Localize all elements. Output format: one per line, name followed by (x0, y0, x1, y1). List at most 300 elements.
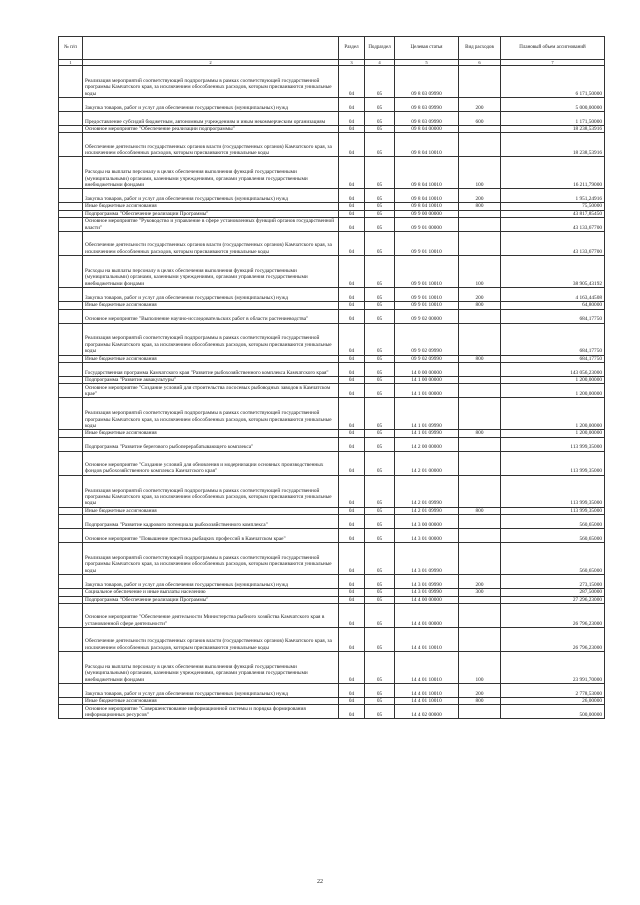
row-razdel-cell: 04 (339, 430, 365, 437)
row-sum-cell: 26 796,23000 (501, 628, 605, 652)
row-number-cell (59, 398, 83, 430)
row-expense-type-cell: 600 (459, 112, 501, 126)
row-sum-cell: 560,65000 (501, 543, 605, 575)
row-name-cell: Закупка товаров, работ и услуг для обеспечения государственных (муниципальных) нужд (83, 684, 339, 698)
row-sum-cell: 2 778,53000 (501, 684, 605, 698)
table-row (59, 596, 605, 603)
row-expense-type-cell: 800 (459, 430, 501, 437)
row-number-cell (59, 133, 83, 157)
row-name-cell: Расходы на выплаты персоналу в целях обеспечения выполнения функций государственными (муниципальными) органами, казенными учреждениями, органами управления государственными внебюджетными фондами (83, 652, 339, 684)
row-podrazdel-cell: 05 (365, 363, 395, 377)
row-razdel-cell: 04 (339, 451, 365, 475)
row-number-cell (59, 596, 83, 603)
row-sum-cell: 684,17750 (501, 355, 605, 362)
row-razdel-cell: 04 (339, 652, 365, 684)
row-name-cell: Государственная программа Камчатского края "Развитие рыбохозяйственного комплекса Камчатского края" (83, 363, 339, 377)
row-number-cell (59, 288, 83, 302)
row-podrazdel-cell: 05 (365, 684, 395, 698)
row-sum-cell: 560,65000 (501, 529, 605, 543)
row-name-cell: Основное мероприятие "Повышение престижа рыбацких профессий в Камчатском крае" (83, 529, 339, 543)
row-razdel-cell: 04 (339, 218, 365, 232)
row-podrazdel-cell: 05 (365, 543, 395, 575)
row-name-cell: Иные бюджетные ассигнования (83, 698, 339, 705)
row-sum-cell: 38 905,43192 (501, 256, 605, 288)
row-name-cell: Основное мероприятие "Создание условий для строительства лососевых рыбоводных заводов в Камчатском крае" (83, 384, 339, 398)
row-target-article-cell: 09 9 01 10010 (395, 288, 459, 302)
row-name-cell: Подпрограмма "Развитие берегового рыбоперерабатывающего комплекса" (83, 437, 339, 451)
table-row (59, 189, 605, 203)
row-sum-cell: 1 951,24916 (501, 189, 605, 203)
row-target-article-cell: 09 8 04 10010 (395, 203, 459, 210)
table-row (59, 398, 605, 430)
row-razdel-cell: 04 (339, 157, 365, 189)
row-name-cell: Закупка товаров, работ и услуг для обеспечения государственных (муниципальных) нужд (83, 288, 339, 302)
table-row (59, 437, 605, 451)
row-sum-cell: 273,15000 (501, 575, 605, 589)
row-podrazdel-cell: 05 (365, 189, 395, 203)
row-expense-type-cell (459, 218, 501, 232)
row-target-article-cell: 09 8 04 10010 (395, 133, 459, 157)
row-podrazdel-cell: 05 (365, 288, 395, 302)
row-number-cell (59, 475, 83, 507)
row-razdel-cell: 04 (339, 203, 365, 210)
row-target-article-cell: 09 8 04 10010 (395, 189, 459, 203)
row-podrazdel-cell: 05 (365, 596, 395, 603)
row-razdel-cell: 04 (339, 302, 365, 309)
row-number-cell (59, 157, 83, 189)
row-number-cell (59, 604, 83, 628)
row-razdel-cell: 04 (339, 475, 365, 507)
row-podrazdel-cell: 05 (365, 604, 395, 628)
row-number-cell (59, 575, 83, 589)
row-razdel-cell: 04 (339, 232, 365, 256)
row-razdel-cell: 04 (339, 543, 365, 575)
row-number-cell (59, 256, 83, 288)
header-target-article: Целевая статья (395, 37, 459, 60)
row-target-article-cell: 14 3 01 09990 (395, 543, 459, 575)
row-name-cell: Закупка товаров, работ и услуг для обеспечения государственных (муниципальных) нужд (83, 189, 339, 203)
row-sum-cell: 43 133,67700 (501, 232, 605, 256)
table-row (59, 377, 605, 384)
table-row (59, 133, 605, 157)
row-name-cell: Расходы на выплаты персоналу в целях обеспечения выполнения функций государственными (муниципальными) органами, казенными учреждениями, органами управления государственными внебюджетными фондами (83, 157, 339, 189)
row-target-article-cell: 14 3 01 09990 (395, 589, 459, 596)
row-razdel-cell: 04 (339, 377, 365, 384)
row-sum-cell: 113 999,35000 (501, 437, 605, 451)
row-razdel-cell: 04 (339, 507, 365, 514)
row-number-cell (59, 232, 83, 256)
row-podrazdel-cell: 05 (365, 515, 395, 529)
table-row (59, 112, 605, 126)
row-sum-cell: 27 296,23000 (501, 596, 605, 603)
row-target-article-cell: 14 4 01 10010 (395, 628, 459, 652)
row-name-cell: Социальное обеспечение и иные выплаты населению (83, 589, 339, 596)
row-expense-type-cell (459, 604, 501, 628)
table-row (59, 256, 605, 288)
row-podrazdel-cell: 05 (365, 529, 395, 543)
row-razdel-cell: 04 (339, 309, 365, 323)
row-number-cell (59, 507, 83, 514)
column-number: 3 (339, 60, 365, 66)
table-row (59, 157, 605, 189)
row-expense-type-cell (459, 398, 501, 430)
row-razdel-cell: 04 (339, 515, 365, 529)
row-number-cell (59, 437, 83, 451)
row-expense-type-cell: 300 (459, 589, 501, 596)
row-target-article-cell: 14 2 01 09990 (395, 507, 459, 514)
row-sum-cell: 4 163,44508 (501, 288, 605, 302)
row-number-cell (59, 698, 83, 705)
row-podrazdel-cell: 05 (365, 698, 395, 705)
row-target-article-cell: 14 1 01 00000 (395, 384, 459, 398)
row-target-article-cell: 09 9 01 00000 (395, 218, 459, 232)
row-sum-cell: 64,80000 (501, 302, 605, 309)
header-razdel: Раздел (339, 37, 365, 60)
row-razdel-cell: 04 (339, 126, 365, 133)
row-expense-type-cell (459, 323, 501, 355)
row-razdel-cell: 04 (339, 256, 365, 288)
row-number-cell (59, 430, 83, 437)
row-razdel-cell: 04 (339, 66, 365, 98)
row-sum-cell: 43 133,67700 (501, 218, 605, 232)
row-target-article-cell: 14 2 01 00000 (395, 451, 459, 475)
row-expense-type-cell: 200 (459, 98, 501, 112)
row-expense-type-cell (459, 126, 501, 133)
row-razdel-cell: 04 (339, 698, 365, 705)
row-number-cell (59, 302, 83, 309)
row-name-cell: Основное мероприятие "Обеспечение деятельности Министерства рыбного хозяйства Камчатского края в установленной сфере деятельности" (83, 604, 339, 628)
row-podrazdel-cell: 05 (365, 437, 395, 451)
row-name-cell: Подпрограмма "Развитие аквакультуры" (83, 377, 339, 384)
row-sum-cell: 1 200,00000 (501, 398, 605, 430)
row-sum-cell: 18 238,53916 (501, 133, 605, 157)
row-sum-cell: 500,00000 (501, 705, 605, 719)
row-target-article-cell: 14 4 00 00000 (395, 596, 459, 603)
row-sum-cell: 143 056,23000 (501, 363, 605, 377)
table-row (59, 232, 605, 256)
row-podrazdel-cell: 05 (365, 98, 395, 112)
row-expense-type-cell (459, 309, 501, 323)
row-podrazdel-cell: 05 (365, 398, 395, 430)
row-razdel-cell: 04 (339, 437, 365, 451)
row-podrazdel-cell: 05 (365, 218, 395, 232)
table-row (59, 430, 605, 437)
row-sum-cell: 26 796,23000 (501, 604, 605, 628)
row-number-cell (59, 515, 83, 529)
header-name (83, 37, 339, 60)
row-target-article-cell: 09 9 01 10010 (395, 302, 459, 309)
row-expense-type-cell (459, 437, 501, 451)
row-target-article-cell: 09 9 01 10010 (395, 232, 459, 256)
table-row (59, 684, 605, 698)
row-target-article-cell: 14 0 00 00000 (395, 363, 459, 377)
row-target-article-cell: 14 3 01 09990 (395, 575, 459, 589)
row-name-cell: Реализация мероприятий соответствующей подпрограммы в рамках соответствующей государственной программы Камчатского края, за исключением обособленных расходов, которым присваиваются уникальные коды (83, 323, 339, 355)
row-number-cell (59, 355, 83, 362)
row-expense-type-cell: 200 (459, 288, 501, 302)
row-name-cell: Обеспечение деятельности государственных органов власти (государственных органов) Камчатского края, за исключением обособленных расходов, которым присваиваются уникальные коды (83, 628, 339, 652)
table-row (59, 384, 605, 398)
row-sum-cell: 684,17750 (501, 309, 605, 323)
row-expense-type-cell (459, 543, 501, 575)
row-expense-type-cell: 100 (459, 256, 501, 288)
row-sum-cell: 26,00000 (501, 698, 605, 705)
row-number-cell (59, 377, 83, 384)
row-target-article-cell: 09 9 01 10010 (395, 256, 459, 288)
row-expense-type-cell: 200 (459, 189, 501, 203)
row-sum-cell: 16 211,79000 (501, 157, 605, 189)
row-podrazdel-cell: 05 (365, 232, 395, 256)
row-name-cell: Подпрограмма "Обеспечение реализации Программы" (83, 596, 339, 603)
row-razdel-cell: 04 (339, 133, 365, 157)
row-podrazdel-cell: 05 (365, 384, 395, 398)
row-target-article-cell: 14 1 00 00000 (395, 377, 459, 384)
row-expense-type-cell: 800 (459, 507, 501, 514)
row-name-cell: Обеспечение деятельности государственных органов власти (государственных органов) Камчатского края, за исключением обособленных расходов, которым присваиваются уникальные коды (83, 232, 339, 256)
row-sum-cell: 75,50000 (501, 203, 605, 210)
row-expense-type-cell: 800 (459, 302, 501, 309)
header-expense-type: Вид расходов (459, 37, 501, 60)
row-target-article-cell: 09 8 03 09990 (395, 66, 459, 98)
row-number-cell (59, 451, 83, 475)
row-podrazdel-cell: 05 (365, 475, 395, 507)
row-number-cell (59, 189, 83, 203)
row-razdel-cell: 04 (339, 604, 365, 628)
row-number-cell (59, 210, 83, 217)
row-name-cell: Основное мероприятие "Выполнение научно-исследовательских работ в области растениеводства" (83, 309, 339, 323)
row-target-article-cell: 09 8 03 09990 (395, 112, 459, 126)
header-number: № п/п (59, 37, 83, 60)
row-sum-cell: 23 991,70000 (501, 652, 605, 684)
column-number: 2 (83, 60, 339, 66)
row-number-cell (59, 543, 83, 575)
row-number-cell (59, 98, 83, 112)
row-expense-type-cell (459, 515, 501, 529)
row-razdel-cell: 04 (339, 529, 365, 543)
row-sum-cell: 6 171,50000 (501, 66, 605, 98)
column-number: 5 (395, 60, 459, 66)
row-target-article-cell: 14 4 01 10010 (395, 684, 459, 698)
row-name-cell: Иные бюджетные ассигнования (83, 507, 339, 514)
table-row (59, 451, 605, 475)
column-number: 4 (365, 60, 395, 66)
row-name-cell: Основное мероприятие "Создание условий для обновления и модернизации основных производственных фондов рыбохозяйственного комплекса Камчатского края" (83, 451, 339, 475)
row-razdel-cell: 04 (339, 684, 365, 698)
row-expense-type-cell: 100 (459, 652, 501, 684)
row-expense-type-cell (459, 66, 501, 98)
row-podrazdel-cell: 05 (365, 323, 395, 355)
row-name-cell: Основное мероприятие "Руководство и управление в сфере установленных функций органов государственной власти" (83, 218, 339, 232)
row-razdel-cell: 04 (339, 705, 365, 719)
row-podrazdel-cell: 05 (365, 507, 395, 514)
table-row (59, 628, 605, 652)
row-sum-cell: 287,50000 (501, 589, 605, 596)
row-expense-type-cell (459, 475, 501, 507)
row-sum-cell: 113 999,35000 (501, 507, 605, 514)
row-target-article-cell: 14 4 01 10010 (395, 698, 459, 705)
table-row (59, 126, 605, 133)
row-name-cell: Основное мероприятие "Обеспечение реализации подпрограммы" (83, 126, 339, 133)
table-row (59, 529, 605, 543)
row-podrazdel-cell: 05 (365, 377, 395, 384)
row-number-cell (59, 126, 83, 133)
row-number-cell (59, 705, 83, 719)
budget-table (58, 36, 605, 719)
column-number: 6 (459, 60, 501, 66)
table-row (59, 66, 605, 98)
row-target-article-cell: 14 4 01 00000 (395, 604, 459, 628)
row-podrazdel-cell: 05 (365, 309, 395, 323)
row-sum-cell: 113 999,35000 (501, 451, 605, 475)
row-sum-cell: 43 817,85450 (501, 210, 605, 217)
table-row (59, 323, 605, 355)
row-number-cell (59, 203, 83, 210)
table-row (59, 98, 605, 112)
row-number-cell (59, 628, 83, 652)
row-expense-type-cell (459, 529, 501, 543)
row-name-cell: Закупка товаров, работ и услуг для обеспечения государственных (муниципальных) нужд (83, 575, 339, 589)
row-name-cell: Реализация мероприятий соответствующей подпрограммы в рамках соответствующей государственной программы Камчатского края, за исключением обособленных расходов, которым присваиваются уникальные коды (83, 543, 339, 575)
table-body (59, 66, 605, 719)
row-podrazdel-cell: 05 (365, 126, 395, 133)
table-row (59, 698, 605, 705)
row-expense-type-cell (459, 377, 501, 384)
table-header-row (59, 37, 605, 60)
table-row (59, 705, 605, 719)
row-razdel-cell: 04 (339, 398, 365, 430)
row-expense-type-cell (459, 451, 501, 475)
row-podrazdel-cell: 05 (365, 575, 395, 589)
row-podrazdel-cell: 05 (365, 157, 395, 189)
row-expense-type-cell: 200 (459, 575, 501, 589)
row-target-article-cell: 14 1 01 09990 (395, 430, 459, 437)
row-target-article-cell: 14 2 01 09990 (395, 475, 459, 507)
table-row (59, 543, 605, 575)
row-podrazdel-cell: 05 (365, 652, 395, 684)
row-name-cell: Реализация мероприятий соответствующей подпрограммы в рамках соответствующей государственной программы Камчатского края, за исключением обособленных расходов, которым присваиваются уникальные коды (83, 475, 339, 507)
row-number-cell (59, 589, 83, 596)
row-razdel-cell: 04 (339, 98, 365, 112)
row-name-cell: Подпрограмма "Развитие кадрового потенциала рыбохозяйственного комплекса" (83, 515, 339, 529)
table-row (59, 355, 605, 362)
row-expense-type-cell: 100 (459, 157, 501, 189)
column-number: 1 (59, 60, 83, 66)
row-target-article-cell: 09 9 02 09990 (395, 355, 459, 362)
row-expense-type-cell: 800 (459, 355, 501, 362)
table-row (59, 507, 605, 514)
row-razdel-cell: 04 (339, 589, 365, 596)
row-target-article-cell: 14 2 00 00000 (395, 437, 459, 451)
row-name-cell: Закупка товаров, работ и услуг для обеспечения государственных (муниципальных) нужд (83, 98, 339, 112)
row-name-cell: Иные бюджетные ассигнования (83, 302, 339, 309)
row-razdel-cell: 04 (339, 210, 365, 217)
row-target-article-cell: 14 4 01 10010 (395, 652, 459, 684)
row-expense-type-cell: 800 (459, 698, 501, 705)
row-name-cell: Реализация мероприятий соответствующей подпрограммы в рамках соответствующей государственной программы Камчатского края, за исключением обособленных расходов, которым присваиваются уникальные коды (83, 66, 339, 98)
row-name-cell: Реализация мероприятий соответствующей подпрограммы в рамках соответствующей государственной программы Камчатского края, за исключением обособленных расходов, которым присваиваются уникальные коды (83, 398, 339, 430)
row-razdel-cell: 04 (339, 384, 365, 398)
row-expense-type-cell (459, 384, 501, 398)
row-number-cell (59, 218, 83, 232)
row-expense-type-cell (459, 705, 501, 719)
row-sum-cell: 113 999,35000 (501, 475, 605, 507)
row-podrazdel-cell: 05 (365, 112, 395, 126)
row-target-article-cell: 09 8 04 00000 (395, 126, 459, 133)
row-razdel-cell: 04 (339, 355, 365, 362)
row-target-article-cell: 14 1 01 09990 (395, 398, 459, 430)
row-target-article-cell: 14 4 02 00000 (395, 705, 459, 719)
row-razdel-cell: 04 (339, 628, 365, 652)
row-razdel-cell: 04 (339, 112, 365, 126)
table-row (59, 475, 605, 507)
row-number-cell (59, 363, 83, 377)
row-podrazdel-cell: 05 (365, 451, 395, 475)
row-number-cell (59, 652, 83, 684)
row-name-cell: Иные бюджетные ассигнования (83, 203, 339, 210)
table-row (59, 604, 605, 628)
row-podrazdel-cell: 05 (365, 628, 395, 652)
row-razdel-cell: 04 (339, 596, 365, 603)
row-target-article-cell: 14 3 01 00000 (395, 529, 459, 543)
row-number-cell (59, 323, 83, 355)
table-row (59, 203, 605, 210)
row-name-cell: Обеспечение деятельности государственных органов власти (государственных органов) Камчатского края, за исключением обособленных расходов, которым присваиваются уникальные коды (83, 133, 339, 157)
page-number: 22 (317, 879, 323, 885)
row-expense-type-cell (459, 628, 501, 652)
row-razdel-cell: 04 (339, 363, 365, 377)
row-sum-cell: 1 200,00000 (501, 430, 605, 437)
row-podrazdel-cell: 05 (365, 203, 395, 210)
row-sum-cell: 1 200,00000 (501, 377, 605, 384)
table-row (59, 515, 605, 529)
table-row (59, 302, 605, 309)
row-target-article-cell: 09 9 02 00000 (395, 309, 459, 323)
row-sum-cell: 1 200,00000 (501, 384, 605, 398)
table-row (59, 309, 605, 323)
row-target-article-cell: 14 3 00 00000 (395, 515, 459, 529)
row-target-article-cell: 09 8 03 09990 (395, 98, 459, 112)
row-razdel-cell: 04 (339, 288, 365, 302)
row-razdel-cell: 04 (339, 189, 365, 203)
row-expense-type-cell (459, 596, 501, 603)
row-expense-type-cell (459, 210, 501, 217)
row-number-cell (59, 112, 83, 126)
table-row (59, 589, 605, 596)
row-name-cell: Основное мероприятие "Совершенствование информационной системы и порядка формирования информационных ресурсов" (83, 705, 339, 719)
row-sum-cell: 1 171,50000 (501, 112, 605, 126)
table-row (59, 288, 605, 302)
table-row (59, 652, 605, 684)
row-podrazdel-cell: 05 (365, 133, 395, 157)
column-number: 7 (501, 60, 605, 66)
row-name-cell: Иные бюджетные ассигнования (83, 430, 339, 437)
row-podrazdel-cell: 05 (365, 66, 395, 98)
row-name-cell: Иные бюджетные ассигнования (83, 355, 339, 362)
table-row (59, 363, 605, 377)
row-expense-type-cell: 800 (459, 203, 501, 210)
row-name-cell: Подпрограмма "Обеспечение реализации Программы" (83, 210, 339, 217)
row-podrazdel-cell: 05 (365, 210, 395, 217)
row-number-cell (59, 384, 83, 398)
row-target-article-cell: 09 9 02 09990 (395, 323, 459, 355)
row-razdel-cell: 04 (339, 323, 365, 355)
row-number-cell (59, 529, 83, 543)
row-target-article-cell: 09 8 04 10010 (395, 157, 459, 189)
row-name-cell: Расходы на выплаты персоналу в целях обеспечения выполнения функций государственными (муниципальными) органами, казенными учреждениями, органами управления государственными внебюджетными фондами (83, 256, 339, 288)
row-number-cell (59, 684, 83, 698)
table-row (59, 575, 605, 589)
row-podrazdel-cell: 05 (365, 355, 395, 362)
